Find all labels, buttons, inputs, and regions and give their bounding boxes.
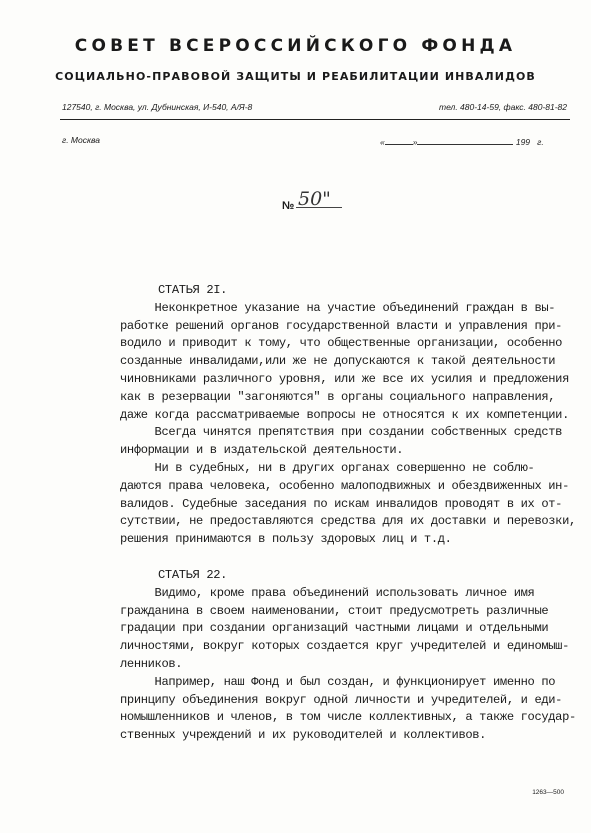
text-line: как в резервации "загоняются" в органы социального направления,	[120, 389, 556, 404]
letterhead-divider	[60, 119, 570, 120]
date-day-blank	[385, 135, 413, 145]
text-line: созданные инвалидами,или же не допускаются к такой деятельности	[120, 354, 556, 369]
document-number-label: №	[282, 200, 295, 212]
text-line: водило и приводит к тому, что общественные организации, особенно	[120, 336, 563, 351]
section-gap	[120, 549, 590, 567]
text-line: даже когда рассматриваемые вопросы не относятся к их компетенции.	[120, 407, 569, 422]
text-line: Неконкретное указание на участие объединений граждан в вы-	[120, 300, 556, 315]
document-number-underline	[296, 207, 342, 208]
text-line: информации и в издательской деятельности.	[120, 443, 404, 458]
footer-print-code: 1263—500	[532, 789, 564, 796]
text-line: работке решений органов государственной власти и управления при-	[120, 318, 563, 333]
text-line: ленников.	[120, 656, 183, 671]
date-year-suffix: г.	[537, 137, 544, 147]
text-line: чиновниками различного уровня, или же все их усилия и предложения	[120, 371, 569, 386]
text-line: Например, наш Фонд и был создан, и функционирует именно по	[120, 674, 556, 689]
text-line: валидов. Судебные заседания по искам инвалидов проводят в их от-	[120, 496, 563, 511]
text-line: градации при создании организаций частными лицами и отдельными	[120, 621, 549, 636]
date-month-blank	[417, 135, 513, 145]
text-line: решения принимаются в пользу здоровых лиц и т.д.	[120, 532, 452, 547]
date-year: 199	[515, 137, 531, 147]
text-line: принципу объединения вокруг одной личности и учредителей, и еди-	[120, 692, 563, 707]
document-number-handwritten: 50"	[298, 188, 331, 210]
text-line: номышленников и членов, в том числе коллективных, а также государ-	[120, 710, 576, 725]
document-body	[120, 282, 590, 745]
text-line: Ни в судебных, ни в других органах совершенно не соблю-	[120, 460, 535, 475]
letterhead-title: СОВЕТ ВСЕРОССИЙСКОГО ФОНДА	[74, 36, 517, 56]
section-heading: СТАТЬЯ 22.	[158, 567, 228, 582]
date-open-quote: «	[380, 137, 385, 147]
letterhead-phone-fax: тел. 480-14-59, факс. 480-81-82	[439, 102, 567, 112]
text-line: Видимо, кроме права объединений использовать личное имя	[120, 585, 535, 600]
text-line: гражданина в своем наименовании, стоит предусмотреть различные	[120, 603, 549, 618]
text-line: Всегда чинятся препятствия при создании собственных средств	[120, 425, 563, 440]
letterhead-address: 127540, г. Москва, ул. Дубнинская, И-540, А/Я-8	[62, 102, 253, 112]
dateline-city: г. Москва	[62, 135, 100, 145]
date-close-quote: »	[412, 137, 418, 147]
text-line: сутствии, не предоставляются средства для их доставки и перевозки,	[120, 514, 576, 529]
text-line: ственных учреждений и их руководителей и коллективов.	[120, 728, 487, 743]
section-heading: СТАТЬЯ 2I.	[158, 283, 228, 297]
letterhead-subtitle: СОЦИАЛЬНО-ПРАВОВОЙ ЗАЩИТЫ И РЕАБИЛИТАЦИИ ИНВАЛИДОВ	[55, 70, 536, 83]
text-line: личностями, вокруг которых создается круг учредителей и единомыш-	[120, 639, 569, 654]
dateline-date	[380, 135, 544, 147]
text-line: даются права человека, особенно малоподвижных и обездвиженных ин-	[120, 478, 569, 493]
